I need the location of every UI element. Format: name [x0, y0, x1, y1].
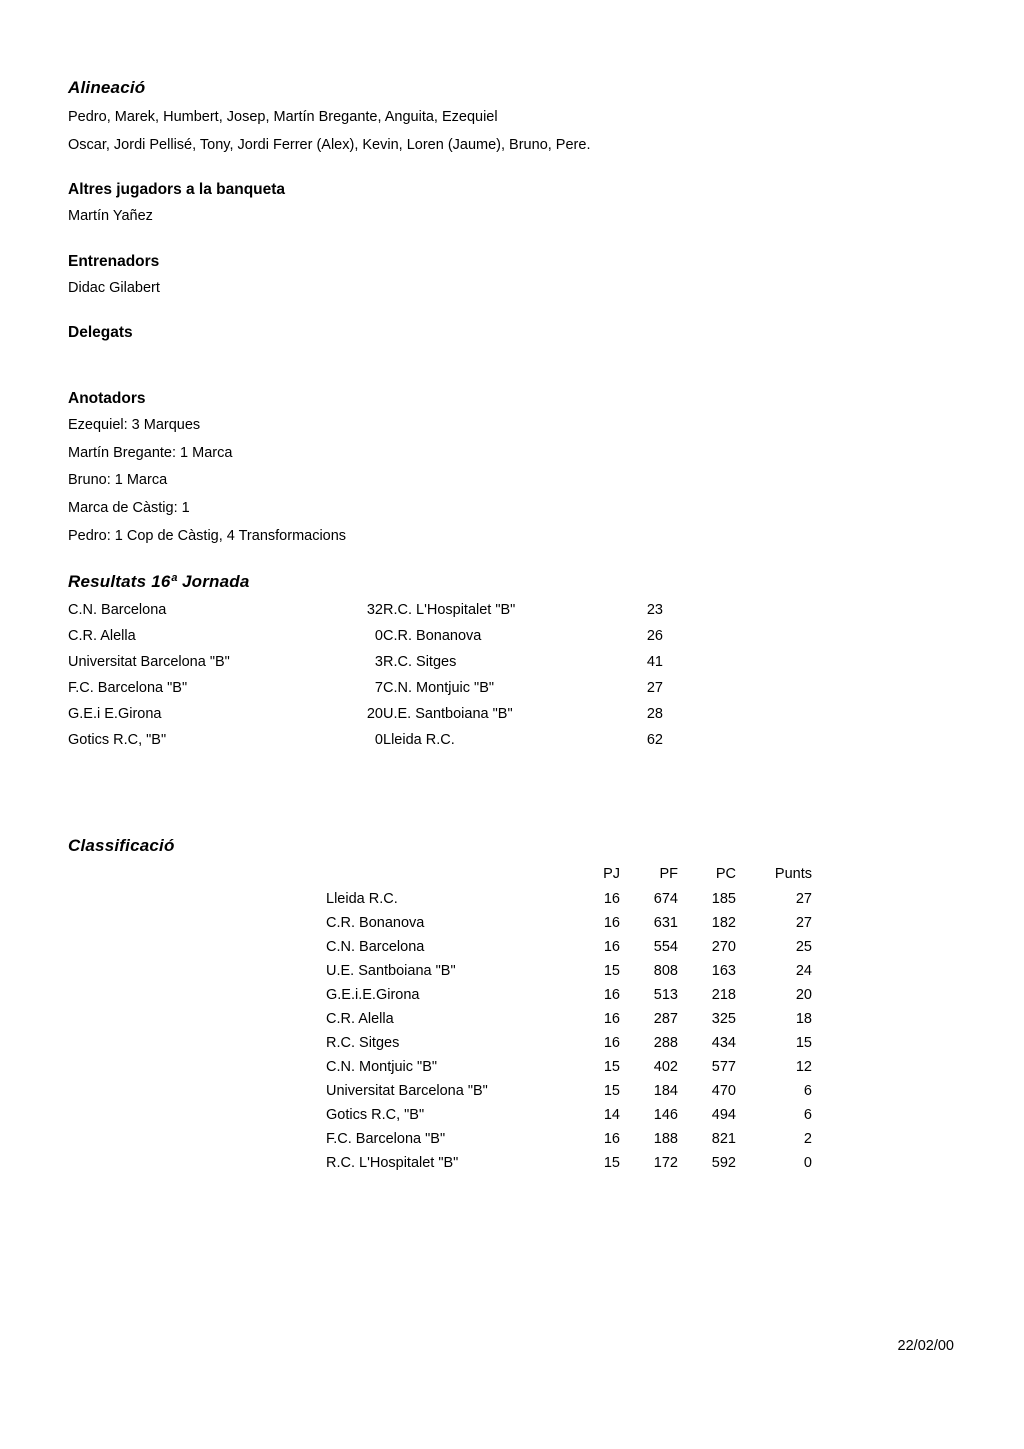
standings-header-pf: PF	[659, 866, 678, 883]
scorers-line: Ezequiel: 3 Marques	[68, 417, 201, 434]
result-home-score: 3	[374, 654, 383, 671]
standings-team: Lleida R.C.	[326, 891, 398, 908]
table-row	[326, 891, 812, 915]
standings-pj: 16	[603, 891, 620, 908]
standings-pc: 218	[711, 987, 736, 1004]
standings-pf: 184	[653, 1083, 678, 1100]
standings-team: R.C. Sitges	[326, 1035, 400, 1052]
table-row	[326, 1059, 812, 1083]
result-home-score: 7	[374, 680, 383, 697]
standings-header-team	[326, 866, 564, 891]
result-home-team: Universitat Barcelona "B"	[68, 654, 230, 671]
result-home-score: 0	[374, 628, 383, 645]
standings-team: C.N. Barcelona	[326, 939, 425, 956]
spacer	[68, 780, 958, 836]
section-standings	[68, 836, 958, 1179]
result-home-score: 20	[366, 706, 383, 723]
standings-team: G.E.i.E.Girona	[326, 987, 420, 1004]
standings-pc: 270	[711, 939, 736, 956]
results-table	[68, 602, 663, 758]
standings-team: F.C. Barcelona "B"	[326, 1131, 446, 1148]
result-away-team: U.E. Santboiana "B"	[383, 706, 513, 723]
result-away-team: C.R. Bonanova	[383, 628, 482, 645]
standings-points: 20	[795, 987, 812, 1004]
section-results	[68, 572, 958, 758]
standings-pj: 16	[603, 1131, 620, 1148]
table-row	[326, 1083, 812, 1107]
standings-pf: 513	[653, 987, 678, 1004]
standings-pc: 434	[711, 1035, 736, 1052]
standings-team: Gotics R.C, "B"	[326, 1107, 425, 1124]
standings-pf: 287	[653, 1011, 678, 1028]
standings-pc: 577	[711, 1059, 736, 1076]
result-home-team: Gotics R.C, "B"	[68, 732, 167, 749]
scorers-line: Pedro: 1 Cop de Càstig, 4 Transformacions	[68, 527, 347, 544]
table-row	[326, 963, 812, 987]
standings-pc: 470	[711, 1083, 736, 1100]
table-row	[326, 1107, 812, 1131]
standings-pf: 288	[653, 1035, 678, 1052]
spacer	[68, 243, 958, 253]
result-away-team: R.C. L'Hospitalet "B"	[383, 602, 516, 619]
standings-pj: 16	[603, 915, 620, 932]
delegates-title: Delegats	[68, 324, 133, 342]
standings-points: 27	[795, 915, 812, 932]
standings-points: 0	[803, 1155, 812, 1172]
standings-pj: 14	[603, 1107, 620, 1124]
standings-points: 27	[795, 891, 812, 908]
standings-pj: 16	[603, 939, 620, 956]
standings-team: C.R. Alella	[326, 1011, 394, 1028]
table-row	[68, 602, 663, 628]
result-away-score: 41	[646, 654, 663, 671]
standings-pc: 592	[711, 1155, 736, 1172]
table-row	[68, 706, 663, 732]
result-away-team: Lleida R.C.	[383, 732, 455, 749]
standings-team: R.C. L'Hospitalet "B"	[326, 1155, 459, 1172]
result-away-score: 26	[646, 628, 663, 645]
table-row	[68, 680, 663, 706]
standings-pf: 146	[653, 1107, 678, 1124]
spacer	[68, 171, 958, 181]
result-home-score: 0	[374, 732, 383, 749]
section-scorers	[68, 390, 958, 546]
result-home-team: C.N. Barcelona	[68, 602, 167, 619]
spacer	[68, 314, 958, 324]
standings-pf: 674	[653, 891, 678, 908]
standings-header-points: Punts	[774, 866, 812, 883]
result-home-team: G.E.i E.Girona	[68, 706, 162, 723]
standings-pf: 808	[653, 963, 678, 980]
standings-team: C.N. Montjuic "B"	[326, 1059, 438, 1076]
section-coaches	[68, 253, 958, 299]
scorers-line: Marca de Càstig: 1	[68, 499, 190, 516]
result-home-team: C.R. Alella	[68, 628, 136, 645]
standings-team: C.R. Bonanova	[326, 915, 425, 932]
standings-pj: 15	[603, 1083, 620, 1100]
result-away-team: R.C. Sitges	[383, 654, 457, 671]
standings-header-pj: PJ	[603, 866, 620, 883]
standings-pf: 188	[653, 1131, 678, 1148]
standings-team: Universitat Barcelona "B"	[326, 1083, 488, 1100]
standings-pj: 16	[603, 1035, 620, 1052]
table-row	[326, 939, 812, 963]
table-row	[326, 1035, 812, 1059]
standings-team: U.E. Santboiana "B"	[326, 963, 456, 980]
standings-pc: 821	[711, 1131, 736, 1148]
table-row	[326, 1011, 812, 1035]
result-home-team: F.C. Barcelona "B"	[68, 680, 188, 697]
table-header-row	[326, 866, 812, 891]
standings-pc: 163	[711, 963, 736, 980]
footer-date: 22/02/00	[897, 1338, 954, 1354]
scorers-line: Bruno: 1 Marca	[68, 472, 168, 489]
table-row	[326, 987, 812, 1011]
standings-pc: 325	[711, 1011, 736, 1028]
standings-points: 6	[803, 1083, 812, 1100]
standings-pf: 554	[653, 939, 678, 956]
lineup-title: Alineació	[68, 78, 146, 97]
standings-pj: 15	[603, 1155, 620, 1172]
result-away-score: 28	[646, 706, 663, 723]
standings-pj: 16	[603, 1011, 620, 1028]
standings-pf: 631	[653, 915, 678, 932]
standings-points: 25	[795, 939, 812, 956]
lineup-line: Oscar, Jordi Pellisé, Tony, Jordi Ferrer (Alex), Kevin, Loren (Jaume), Bruno, Pere.	[68, 136, 591, 153]
section-delegates	[68, 324, 958, 342]
standings-pc: 182	[711, 915, 736, 932]
bench-line: Martín Yañez	[68, 208, 153, 225]
results-title: Resultats 16ª Jornada	[68, 572, 250, 592]
standings-pf: 402	[653, 1059, 678, 1076]
result-away-score: 62	[646, 732, 663, 749]
table-row	[326, 1155, 812, 1179]
standings-table	[326, 866, 812, 1179]
document-content	[68, 78, 958, 1201]
coaches-line: Didac Gilabert	[68, 279, 160, 296]
result-home-score: 32	[366, 602, 383, 619]
table-row	[68, 654, 663, 680]
result-away-score: 27	[646, 680, 663, 697]
standings-title: Classificació	[68, 836, 175, 856]
section-bench	[68, 181, 958, 227]
standings-points: 6	[803, 1107, 812, 1124]
table-row	[326, 915, 812, 939]
standings-points: 2	[803, 1131, 812, 1148]
spacer	[68, 562, 958, 572]
standings-points: 24	[795, 963, 812, 980]
standings-pj: 16	[603, 987, 620, 1004]
table-row	[68, 732, 663, 758]
standings-pj: 15	[603, 1059, 620, 1076]
result-away-team: C.N. Montjuic "B"	[383, 680, 495, 697]
standings-table-wrap	[326, 866, 958, 1179]
spacer	[68, 364, 958, 390]
standings-header-pc: PC	[715, 866, 736, 883]
standings-points: 12	[795, 1059, 812, 1076]
coaches-title: Entrenadors	[68, 252, 160, 270]
table-row	[68, 628, 663, 654]
lineup-line: Pedro, Marek, Humbert, Josep, Martín Bregante, Anguita, Ezequiel	[68, 109, 498, 125]
standings-pc: 494	[711, 1107, 736, 1124]
standings-pj: 15	[603, 963, 620, 980]
bench-title: Altres jugadors a la banqueta	[68, 181, 286, 199]
standings-pc: 185	[711, 891, 736, 908]
result-away-score: 23	[646, 602, 663, 619]
standings-pf: 172	[653, 1155, 678, 1172]
standings-points: 15	[795, 1035, 812, 1052]
scorers-title: Anotadors	[68, 390, 146, 408]
table-row	[326, 1131, 812, 1155]
scorers-line: Martín Bregante: 1 Marca	[68, 444, 233, 461]
standings-points: 18	[795, 1011, 812, 1028]
section-lineup	[68, 78, 958, 155]
